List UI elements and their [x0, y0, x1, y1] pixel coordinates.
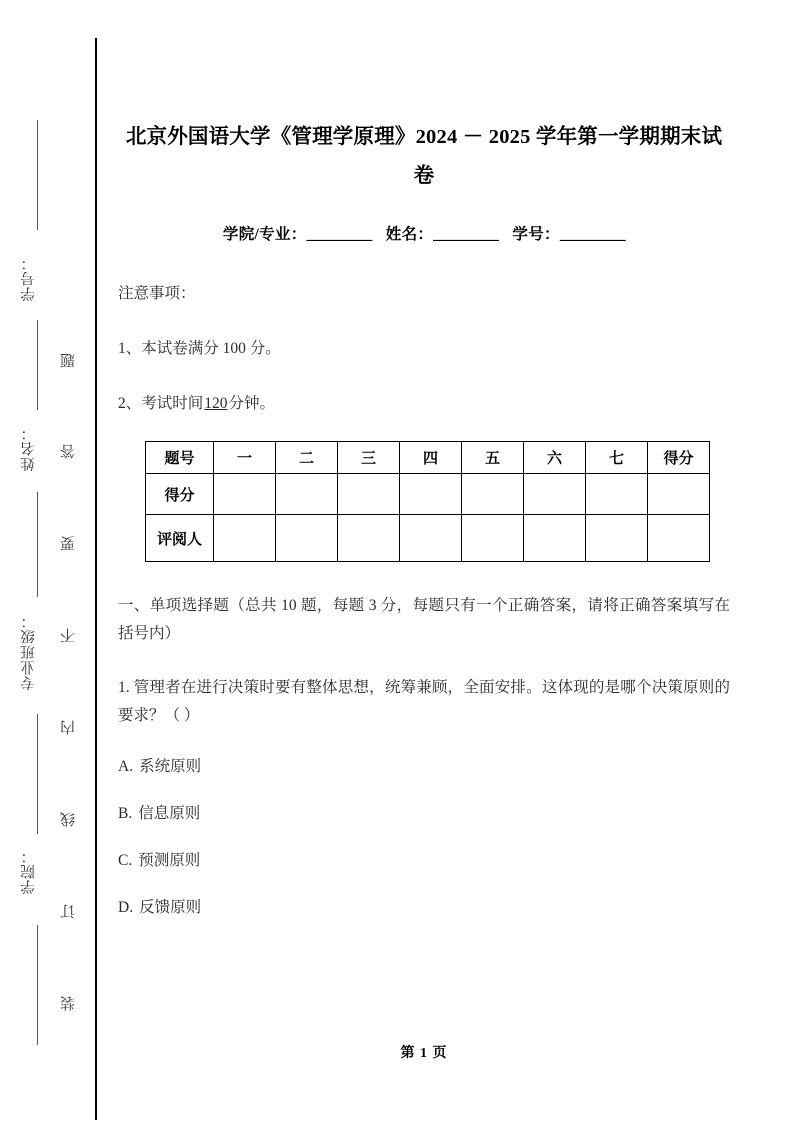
department-blank[interactable]: _________	[306, 226, 372, 243]
score-table-header-1: 一	[214, 442, 276, 474]
seal-inner-label-1: 答	[61, 443, 77, 459]
seal-underline-5	[37, 925, 38, 1045]
section-heading: 一、单项选择题（总共 10 题，每题 3 分，每题只有一个正确答案，请将正确答案填写在括号内）	[118, 597, 730, 642]
option-d-text: 反馈原则	[139, 899, 202, 916]
seal-label-name: 姓名：	[21, 425, 37, 472]
option-a[interactable]	[118, 730, 730, 777]
score-table-header-8: 得分	[648, 442, 710, 474]
seal-underline-3	[37, 492, 38, 597]
seal-inner-label-6: 订	[61, 903, 77, 919]
marker-cell[interactable]	[338, 515, 400, 562]
marker-cell[interactable]	[214, 515, 276, 562]
score-table-header-4: 四	[400, 442, 462, 474]
marker-cell[interactable]	[648, 515, 710, 562]
marker-row-label: 评阅人	[146, 515, 214, 562]
seal-inner-label-7: 装	[61, 995, 77, 1011]
score-table	[145, 441, 710, 562]
seal-label-class: 专业班级：	[21, 613, 37, 691]
option-b-letter: B.	[118, 805, 133, 822]
score-cell[interactable]	[586, 474, 648, 515]
option-b-text: 信息原则	[138, 805, 201, 822]
student-info-line	[118, 222, 730, 244]
score-table-header-2: 二	[276, 442, 338, 474]
score-cell[interactable]	[462, 474, 524, 515]
notice-item-1: 1、本试卷满分 100 分。	[118, 340, 281, 357]
student-id-label: 学号：	[512, 226, 560, 243]
score-table-header-6: 六	[524, 442, 586, 474]
score-table-header-7: 七	[586, 442, 648, 474]
score-cell[interactable]	[524, 474, 586, 515]
seal-underline-4	[37, 714, 38, 834]
page-title: 北京外国语大学《管理学原理》2024 － 2025 学年第一学期期末试卷	[125, 126, 723, 187]
option-a-text: 系统原则	[139, 758, 202, 775]
score-row-label: 得分	[146, 474, 214, 515]
option-c-letter: C.	[118, 852, 133, 869]
score-cell[interactable]	[214, 474, 276, 515]
score-cell[interactable]	[338, 474, 400, 515]
option-a-letter: A.	[118, 758, 134, 775]
seal-underline-2	[37, 320, 38, 410]
page-body	[118, 0, 730, 918]
exam-duration-value: 120	[204, 395, 228, 412]
seal-underline-1	[37, 120, 38, 230]
student-id-blank[interactable]: _________	[559, 226, 626, 243]
table-row-header	[146, 442, 710, 474]
notice-item-2-prefix: 2、考试时间	[118, 395, 204, 412]
score-table-header-0: 题号	[146, 442, 214, 474]
score-table-header-5: 五	[462, 442, 524, 474]
notice-heading: 注意事项：	[118, 285, 196, 302]
seal-inner-label-2: 要	[61, 535, 77, 551]
marker-cell[interactable]	[462, 515, 524, 562]
option-d-letter: D.	[118, 899, 134, 916]
marker-cell[interactable]	[400, 515, 462, 562]
seal-inner-label-3: 不	[61, 627, 77, 643]
notice-item-2	[118, 362, 730, 417]
department-label: 学院/专业：	[222, 226, 307, 243]
score-cell[interactable]	[400, 474, 462, 515]
seal-label-department: 学院：	[21, 848, 37, 895]
seal-label-student-id: 学号：	[21, 255, 37, 302]
seal-inner-label-0: 题	[61, 352, 77, 368]
option-d[interactable]	[118, 871, 730, 918]
score-cell[interactable]	[276, 474, 338, 515]
option-c-text: 预测原则	[138, 852, 201, 869]
marker-cell[interactable]	[276, 515, 338, 562]
seal-inner-column	[58, 0, 98, 1122]
name-blank[interactable]: _________	[433, 226, 499, 243]
option-b[interactable]	[118, 777, 730, 824]
question-stem-1: 1. 管理者在进行决策时要有整体思想，统筹兼顾，全面安排。这体现的是哪个决策原则的要求？（ ）	[118, 679, 730, 724]
notice-item-2-suffix: 分钟。	[228, 395, 276, 412]
name-label: 姓名：	[385, 226, 434, 243]
score-cell[interactable]	[648, 474, 710, 515]
page-footer: 第 1 页	[400, 1046, 448, 1061]
seal-outer-column	[18, 0, 58, 1122]
marker-cell[interactable]	[586, 515, 648, 562]
seal-margin	[0, 0, 96, 1122]
score-table-header-3: 三	[338, 442, 400, 474]
seal-inner-label-4: 内	[61, 719, 77, 735]
option-c[interactable]	[118, 824, 730, 871]
table-row	[146, 515, 710, 562]
table-row	[146, 474, 710, 515]
marker-cell[interactable]	[524, 515, 586, 562]
seal-inner-label-5: 线	[61, 811, 77, 827]
